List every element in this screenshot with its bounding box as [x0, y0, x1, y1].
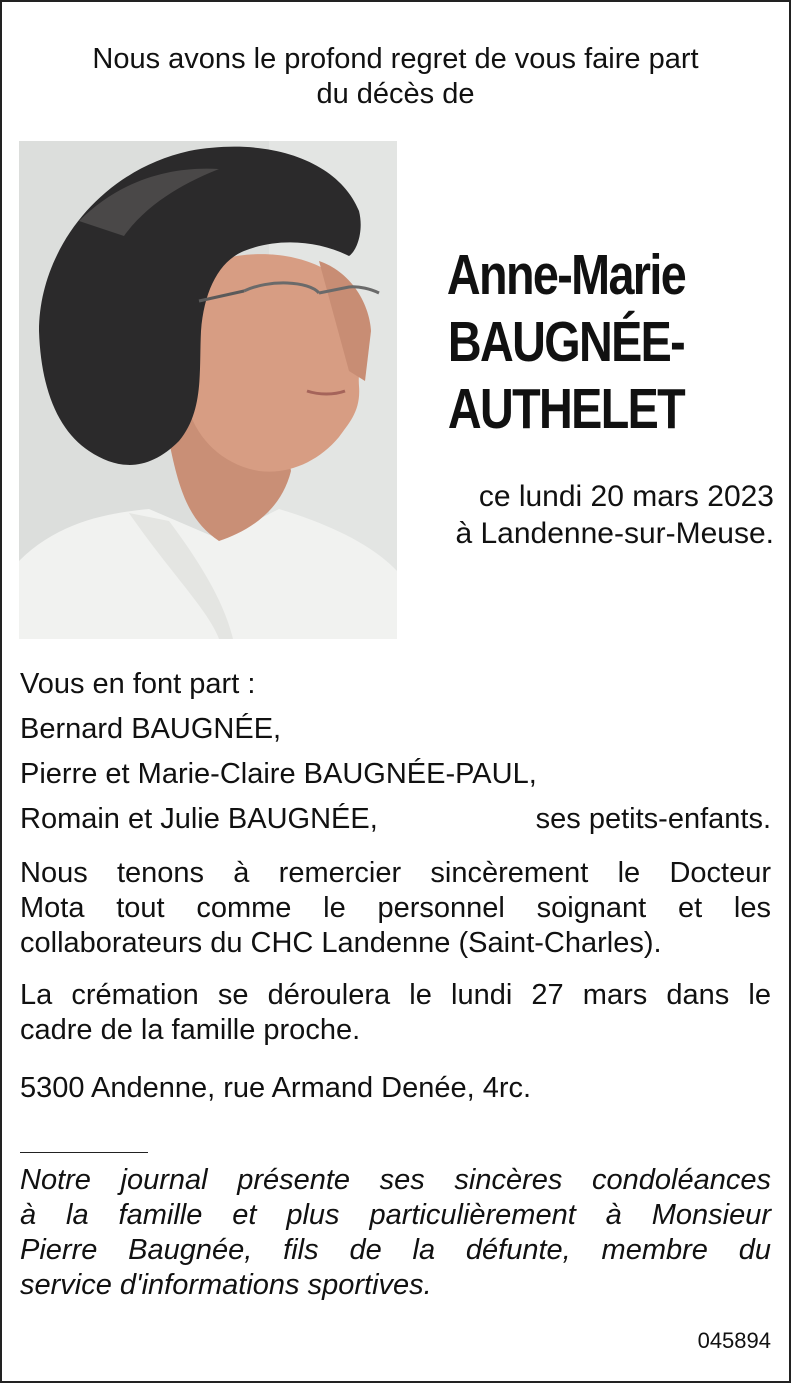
- family-member: [20, 707, 771, 752]
- deceased-first-name: Anne-Marie: [446, 243, 686, 307]
- deceased-last-name-2: AUTHELET: [447, 377, 685, 441]
- thanks-line: collaborateurs du CHC Landenne (Saint-Charles).: [20, 927, 662, 959]
- family-member-name: Pierre et Marie-Claire BAUGNÉE-PAUL,: [20, 758, 537, 790]
- portrait-photo: [19, 141, 397, 639]
- intro-text: [20, 42, 771, 112]
- announcers-section: [20, 662, 771, 842]
- address: 5300 Andenne, rue Armand Denée, 4rc.: [20, 1072, 532, 1104]
- family-member: [20, 752, 771, 797]
- thanks-paragraph: [20, 856, 771, 961]
- cremation-paragraph: [20, 978, 771, 1048]
- condolences-line: Notre journal présente ses sincères condoléances: [20, 1164, 771, 1196]
- death-place: à Landenne-sur-Meuse.: [455, 517, 774, 550]
- family-member-name: Romain et Julie BAUGNÉE,: [20, 803, 378, 835]
- condolences-line: Pierre Baugnée, fils de la défunte, membre du: [20, 1234, 771, 1266]
- cremation-line: cadre de la famille proche.: [20, 1014, 361, 1046]
- deceased-name: [446, 242, 685, 443]
- family-member: [20, 797, 771, 842]
- portrait-illustration: [19, 141, 397, 639]
- condolences-paragraph: [20, 1163, 771, 1303]
- condolences-line: à la famille et plus particulièrement à Monsieur: [20, 1199, 771, 1231]
- family-member-name: Bernard BAUGNÉE,: [20, 713, 282, 745]
- death-details: [410, 478, 774, 552]
- death-date: ce lundi 20 mars 2023: [478, 480, 774, 513]
- condolences-line: service d'informations sportives.: [20, 1269, 432, 1301]
- intro-line: Nous avons le profond regret de vous faire part: [92, 43, 699, 75]
- deceased-last-name-1: BAUGNÉE-: [447, 310, 685, 374]
- thanks-line: Mota tout comme le personnel soignant et les: [20, 892, 771, 924]
- thanks-line: Nous tenons à remercier sincèrement le Docteur: [20, 857, 771, 889]
- reference-number: 045894: [697, 1328, 771, 1353]
- cremation-line: La crémation se déroulera le lundi 27 mars dans le: [20, 979, 771, 1011]
- intro-line: du décès de: [316, 78, 475, 110]
- divider: [20, 1152, 148, 1153]
- announcers-heading: Vous en font part :: [20, 668, 256, 700]
- family-member-role: ses petits-enfants.: [535, 803, 771, 835]
